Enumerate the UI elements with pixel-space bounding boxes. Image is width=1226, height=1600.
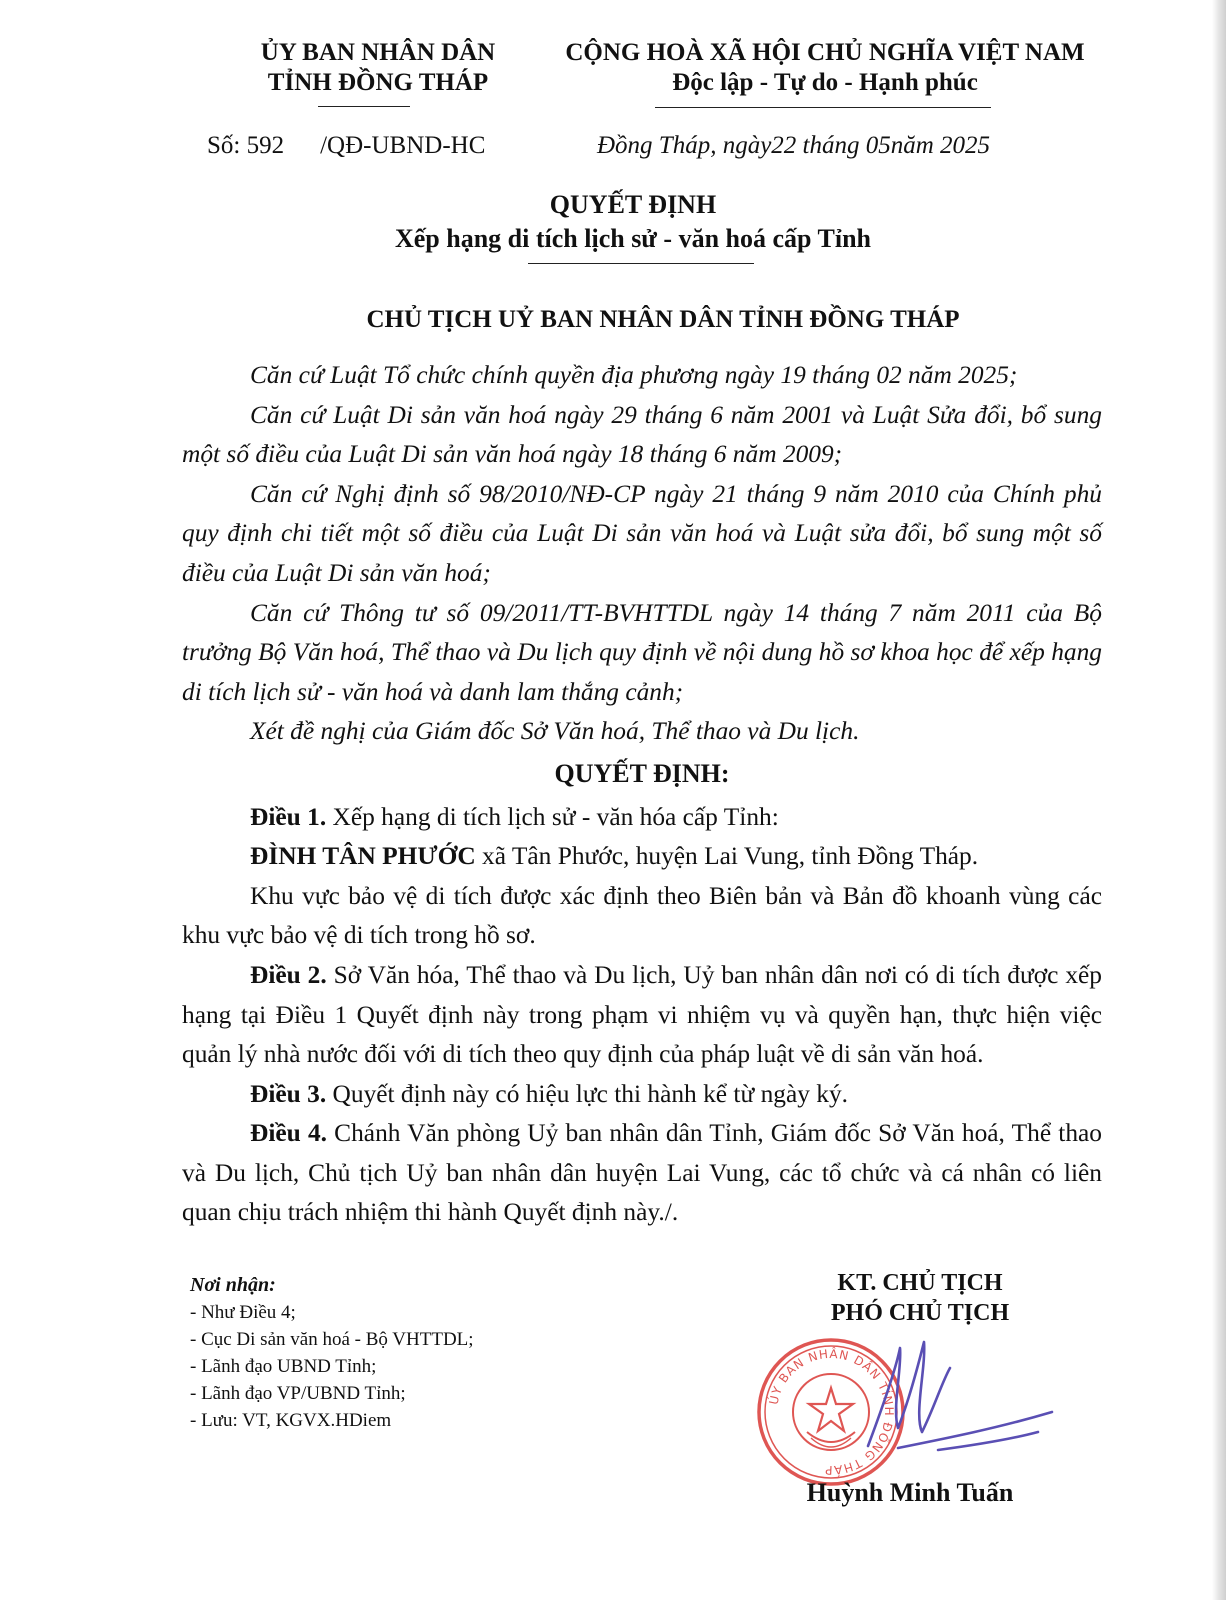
signature-block	[770, 1268, 1070, 1328]
article-2-text: Sở Văn hóa, Thể thao và Du lịch, Uỷ ban nhân dân nơi có di tích được xếp hạng tại Điều 1 Quyết định này trong phạm vi nhiệm vụ và quyền hạn, thực hiện việc quản lý nhà nước đối với di tích theo quy định của pháp luật về di sản văn hoá.	[182, 960, 1102, 1069]
article-4-label: Điều 4.	[250, 1119, 327, 1148]
heritage-site	[182, 837, 1102, 877]
preamble-item: Căn cứ Thông tư số 09/2011/TT-BVHTTDL ngày 14 tháng 7 năm 2011 của Bộ trưởng Bộ Văn hoá, Thể thao và Du lịch quy định về nội dung hồ sơ khoa học để xếp hạng di tích lịch sử - văn hoá và danh lam thắng cảnh;	[182, 598, 1102, 706]
article-3	[182, 1075, 1102, 1115]
authority-heading: CHỦ TỊCH UỶ BAN NHÂN DÂN TỈNH ĐỒNG THÁP	[366, 306, 960, 333]
site-name: ĐÌNH TÂN PHƯỚC	[250, 842, 476, 871]
subject-underline	[528, 263, 754, 264]
preamble	[182, 356, 1102, 752]
document-type: QUYẾT ĐỊNH	[549, 190, 717, 219]
document-number-suffix: /QĐ-UBND-HC	[320, 132, 486, 159]
site-location: xã Tân Phước, huyện Lai Vung, tỉnh Đồng Tháp.	[475, 842, 979, 871]
place-and-date: Đồng Tháp, ngày22 tháng 05năm 2025	[597, 132, 991, 159]
preamble-item: Căn cứ Nghị định số 98/2010/NĐ-CP ngày 21 tháng 9 năm 2010 của Chính phủ quy định chi tiết một số điều của Luật Di sản văn hoá và Luật sửa đổi, bổ sung một số điều của Luật Di sản văn hoá;	[182, 479, 1102, 587]
recipient-item: - Như Điều 4;	[190, 1302, 296, 1323]
protection-zone: Khu vực bảo vệ di tích được xác định theo Biên bản và Bản đồ khoanh vùng các khu vực bảo vệ di tích trong hồ sơ.	[182, 881, 1102, 950]
preamble-item: Căn cứ Luật Tổ chức chính quyền địa phương ngày 19 tháng 02 năm 2025;	[250, 361, 1018, 389]
issuing-authority	[228, 38, 528, 98]
national-motto: Độc lập - Tự do - Hạnh phúc	[672, 69, 978, 96]
article-4	[182, 1114, 1102, 1233]
national-title	[555, 38, 1095, 98]
seal-text: ỦY BAN NHÂN DÂN TỈNH ĐỒNG THÁP	[766, 1346, 897, 1478]
article-2-label: Điều 2.	[250, 960, 327, 989]
document-body	[182, 356, 1102, 1233]
recipient-item: - Lãnh đạo UBND Tỉnh;	[190, 1356, 377, 1377]
recipient-item: - Lưu: VT, KGVX.HDiem	[190, 1410, 392, 1431]
page-edge-shadow	[1212, 0, 1226, 1600]
article-4-text: Chánh Văn phòng Uỷ ban nhân dân Tỉnh, Giám đốc Sở Văn hoá, Thể thao và Du lịch, Chủ tịch Uỷ ban nhân dân huyện Lai Vung, các tổ chức và cá nhân có liên quan chịu trách nhiệm thi hành Quyết định này./.	[182, 1119, 1102, 1227]
handwritten-signature-icon	[838, 1328, 1058, 1478]
issuing-authority-line1: ỦY BAN NHÂN DÂN	[260, 39, 496, 66]
preamble-item: Căn cứ Luật Di sản văn hoá ngày 29 tháng 6 năm 2001 và Luật Sửa đổi, bổ sung một số điều của Luật Di sản văn hoá ngày 18 tháng 6 năm 2009;	[182, 400, 1102, 469]
article-3-text: Quyết định này có hiệu lực thi hành kể từ ngày ký.	[326, 1079, 849, 1108]
authority-underline	[318, 106, 410, 107]
article-1-label: Điều 1.	[250, 802, 327, 831]
article-2	[182, 956, 1102, 1075]
issuing-authority-line2: TỈNH ĐỒNG THÁP	[267, 69, 489, 96]
article-1	[182, 798, 1102, 838]
signatory-title: PHÓ CHỦ TỊCH	[830, 1300, 1010, 1326]
signer-name: Huỳnh Minh Tuấn	[806, 1478, 1014, 1507]
decision-heading: QUYẾT ĐỊNH:	[554, 758, 730, 788]
document-number-prefix: Số: 592	[207, 132, 285, 159]
preamble-item: Xét đề nghị của Giám đốc Sở Văn hoá, Thể thao và Du lịch.	[250, 717, 860, 746]
motto-underline	[655, 107, 991, 108]
national-title-line1: CỘNG HOÀ XÃ HỘI CHỦ NGHĨA VIỆT NAM	[565, 39, 1085, 66]
recipient-item: - Lãnh đạo VP/UBND Tỉnh;	[190, 1383, 406, 1404]
recipients-heading: Nơi nhận:	[190, 1274, 276, 1296]
document-number	[207, 132, 485, 160]
article-3-label: Điều 3.	[250, 1079, 327, 1108]
recipient-item: - Cục Di sản văn hoá - Bộ VHTTDL;	[190, 1329, 474, 1350]
signatory-delegation: KT. CHỦ TỊCH	[837, 1270, 1003, 1296]
document-subject: Xếp hạng di tích lịch sử - văn hoá cấp Tỉnh	[394, 224, 872, 253]
article-1-text: Xếp hạng di tích lịch sử - văn hóa cấp Tỉnh:	[326, 802, 779, 831]
recipients-list	[190, 1272, 474, 1434]
